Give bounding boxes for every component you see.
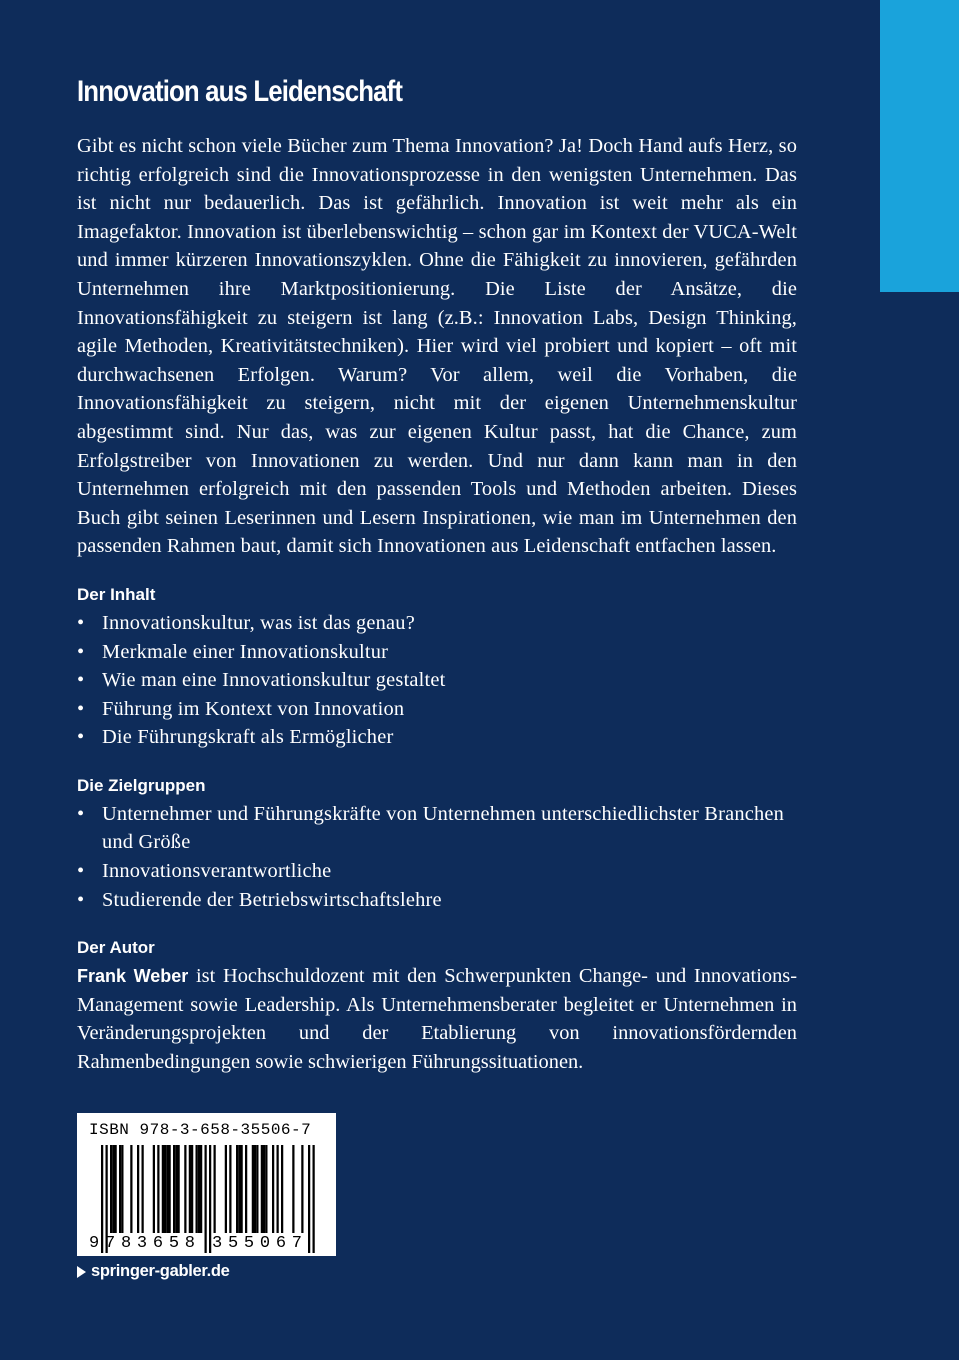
barcode-bar — [313, 1145, 315, 1253]
barcode-bar — [256, 1145, 258, 1233]
intro-paragraph: Gibt es nicht schon viele Bücher zum Thema Innovation? Ja! Doch Hand aufs Herz, so richtig erfolgreich sind die Innovationsprozesse in den wenigsten Unternehmen. Das ist nicht nur bedauerlich. Das ist gefährlich. Innovation ist weit mehr als ein Imagefaktor. Innovation ist überlebenswichtig – schon gar im Kontext der VUCA-Welt und immer kürzeren Innovationszyklen. Ohne die Fähigkeit zu innovieren, gefährden Unternehmen ihre Marktpositionierung. Die Liste der Ansätze, die Innovationsfähigkeit zu steigern ist lang (z.B.: Innovation Labs, Design Thinking, agile Methoden, Kreativitätstechniken). Hier wird viel probiert und kopiert – oft mit durchwachsenen Erfolgen. Warum? Vor allem, weil die Vorhaben, die Innovationsfähigkeit zu steigern, nicht mit der eigenen Unternehmenskultur abgestimmt sind. Nur das, was zur eigenen Kultur passt, hat die Chance, zum Erfolgstreiber von Innovationen zu werden. Und nur dann kann man in den Unternehmen erfolgreich mit den passenden Tools und Methoden arbeiten. Dieses Buch gibt seinen Leserinnen und Lesern Inspirationen, wie man im Unternehmen den passenden Rahmen baut, damit sich Innovationen aus Leidenschaft entfachen lassen. — [77, 135, 797, 558]
website-label[interactable]: springer-gabler.de — [91, 1262, 230, 1280]
list-item: • Führung im Kontext von Innovation — [77, 695, 797, 724]
barcode-bar — [119, 1145, 121, 1233]
barcode-bar — [178, 1145, 180, 1233]
barcode-bar — [281, 1145, 283, 1233]
barcode-bar — [200, 1145, 202, 1233]
barcode-bar — [263, 1145, 265, 1233]
barcode-bar — [214, 1145, 216, 1233]
barcode-graphic — [77, 1113, 336, 1256]
barcode-bar — [254, 1145, 256, 1233]
barcode-bar — [196, 1145, 198, 1233]
barcode-bar — [308, 1145, 310, 1253]
barcode-bar — [157, 1145, 159, 1233]
barcode-bar — [169, 1145, 171, 1233]
barcode-bar — [162, 1145, 164, 1233]
barcode-bar — [164, 1145, 166, 1233]
author-bio: ist Hochschuldozent mit den Schwerpunkten Change- und Innovations-Management sowie Leadership. Als Unternehmensberater begleitet er Unternehmen in Veränderungsprojekten und der Etablierung von innovationsfördernden Rahmenbedingungen sowie schwierigen Führungssituationen. — [77, 965, 797, 1074]
barcode-bar — [229, 1145, 231, 1233]
barcode-bar — [272, 1145, 274, 1233]
barcode-bar — [110, 1145, 112, 1233]
section-heading-inhalt: Der Inhalt — [77, 584, 156, 604]
barcode-bar — [115, 1145, 117, 1233]
barcode-bar — [277, 1145, 279, 1233]
inhalt-list — [77, 609, 797, 752]
list-item: • Merkmale einer Innovationskultur — [77, 638, 797, 667]
zielgruppen-list — [77, 800, 797, 914]
list-item: • Innovationskultur, was ist das genau? — [77, 609, 797, 638]
list-item: • Studierende der Betriebswirtschaftslehre — [77, 886, 797, 915]
accent-bar — [880, 0, 959, 292]
ean-right-digits: 355067 — [212, 1234, 302, 1253]
barcode-bar — [198, 1145, 200, 1233]
barcode-bar — [225, 1145, 227, 1233]
barcode-bar — [241, 1145, 243, 1233]
ean-left-digits: 783658 — [105, 1234, 195, 1253]
barcode-bar — [261, 1145, 263, 1233]
section-heading-zielgruppen: Die Zielgruppen — [77, 775, 206, 795]
ean-first-digit: 9 — [89, 1234, 100, 1253]
barcode-bar — [166, 1145, 168, 1233]
barcode-bar — [236, 1145, 238, 1233]
barcode-bar — [245, 1145, 247, 1233]
barcode-bar — [238, 1145, 240, 1233]
barcode-bar — [301, 1145, 303, 1233]
barcode-bar — [173, 1145, 175, 1233]
list-item: • Die Führungskraft als Ermöglicher — [77, 723, 797, 752]
barcode-bar — [153, 1145, 155, 1233]
barcode-bar — [175, 1145, 177, 1233]
barcode-bar — [189, 1145, 191, 1233]
author-paragraph — [77, 962, 797, 1076]
list-item: • Innovationsverantwortliche — [77, 857, 797, 886]
list-item: • Wie man eine Innovationskultur gestaltet — [77, 666, 797, 695]
barcode-bar — [137, 1145, 139, 1233]
barcode-bar — [209, 1145, 211, 1253]
barcode-bar — [184, 1145, 186, 1233]
book-title: Innovation aus Leidenschaft — [77, 75, 403, 108]
barcode-bar — [101, 1145, 103, 1253]
barcode-bar — [121, 1145, 123, 1233]
barcode-bar — [130, 1145, 132, 1233]
list-item: • Unternehmer und Führungskräfte von Unternehmen unterschiedlichster Branchen und Größe — [77, 800, 797, 857]
barcode-bar — [292, 1145, 294, 1233]
section-heading-autor: Der Autor — [77, 938, 155, 958]
barcode-bar — [112, 1145, 114, 1233]
barcode-bar — [252, 1145, 254, 1233]
barcode-bar — [265, 1145, 267, 1233]
barcode-bar — [191, 1145, 193, 1233]
back-cover-content — [77, 70, 797, 1077]
arrow-right-icon — [77, 1266, 86, 1278]
author-name: Frank Weber — [77, 966, 189, 987]
isbn-label: ISBN 978-3-658-35506-7 — [89, 1121, 312, 1139]
isbn-barcode — [77, 1113, 336, 1256]
barcode-bar — [205, 1145, 207, 1253]
barcode-bar — [142, 1145, 144, 1233]
publisher-website[interactable] — [77, 1262, 230, 1281]
